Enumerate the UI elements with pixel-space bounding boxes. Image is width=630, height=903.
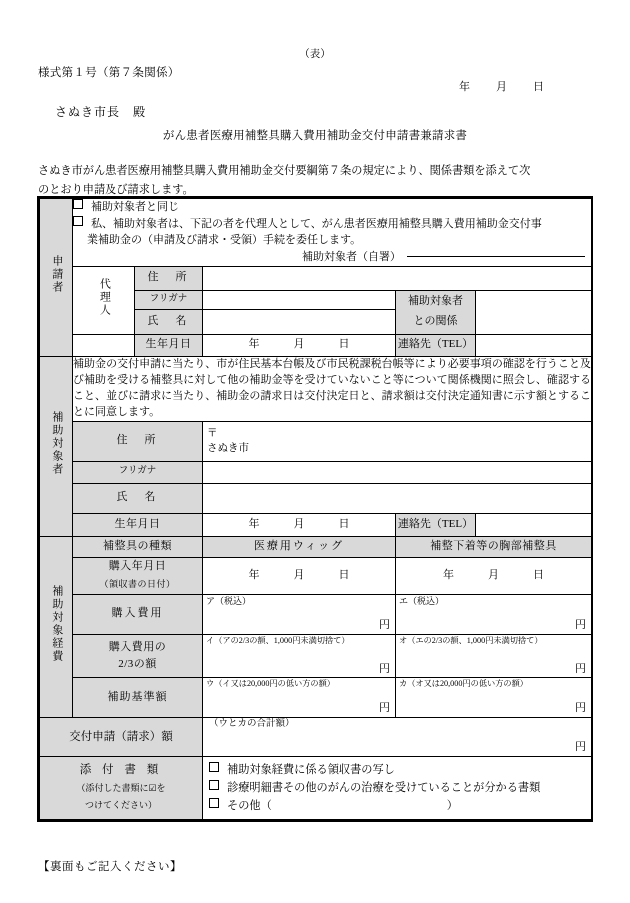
expenses-standard-breast-note: カ（オ又は20,000円の低い方の額） <box>399 679 528 689</box>
expenses-cost-breast-yen: 円 <box>575 619 586 632</box>
recipient-agreement-line-4: に示す額とすることに同意します。 <box>73 389 592 418</box>
applicant-signature-row <box>73 250 591 266</box>
agent-birth-ymd <box>203 337 395 353</box>
attachment-item-receipt-label: 補助対象経費に係る領収書の写し <box>227 764 395 777</box>
expenses-wig-date-day: 日 <box>338 568 350 581</box>
expenses-twothirds-wig[interactable] <box>203 635 396 678</box>
checkbox-icon[interactable] <box>209 780 219 790</box>
issue-date-month: 月 <box>496 81 507 93</box>
omote-marker: （表） <box>299 49 331 60</box>
applicant-checkbox-agent-row[interactable] <box>73 216 591 233</box>
issue-date-day: 日 <box>533 81 544 93</box>
section-label-expenses-text: 補助対象経費 <box>50 584 63 663</box>
attachment-other-close: ） <box>446 800 458 813</box>
recipient-birth-year: 年 <box>248 517 260 530</box>
checkbox-icon[interactable] <box>209 762 219 772</box>
attachment-item-other-label: その他（ <box>227 800 272 813</box>
attachments-label-main: 添 付 書 類 <box>79 764 163 777</box>
expenses-purchase-date-breast[interactable] <box>396 557 592 594</box>
total-note: （ウとカの合計額） <box>209 718 295 729</box>
total-yen: 円 <box>575 741 586 754</box>
checkbox-icon[interactable] <box>73 216 83 226</box>
expenses-wig-date-year: 年 <box>248 568 260 581</box>
attachments-label-sub-2: つけてください） <box>84 800 157 811</box>
recipient-birth-label: 生年月日 <box>73 513 203 536</box>
expenses-purchase-date-breast-ymd <box>396 568 591 584</box>
applicant-signature-label: 補助対象者（自署） <box>302 250 401 263</box>
expenses-breast-date-month: 月 <box>488 568 499 581</box>
document-title: がん患者医療用補整具購入費用補助金交付申請書兼請求書 <box>162 130 468 142</box>
recipient-agreement-block <box>73 356 592 421</box>
expenses-twothirds-label-2: 2/3の額 <box>118 658 157 671</box>
agent-birth-year: 年 <box>248 338 260 351</box>
expenses-twothirds-breast-note: オ（エの2/3の額、1,000円未満切捨て） <box>399 636 543 646</box>
attachment-item-treatment[interactable] <box>203 779 591 797</box>
recipient-furigana-label: フリガナ <box>73 461 203 483</box>
addressee: さぬき市長 殿 <box>55 105 147 119</box>
expenses-standard-label: 補助基準額 <box>73 678 203 717</box>
total-label: 交付申請（請求）額 <box>40 717 203 756</box>
section-label-recipient <box>40 356 73 536</box>
agent-furigana-label: フリガナ <box>135 290 203 309</box>
section-label-applicant-text: 申請者 <box>50 254 63 294</box>
agent-address-label: 住 所 <box>135 266 203 290</box>
expenses-cost-breast[interactable] <box>396 594 592 635</box>
agent-furigana-value[interactable] <box>203 290 396 309</box>
applicant-checkbox-same-label: 補助対象者と同じ <box>91 201 179 213</box>
recipient-address-city: さぬき市 <box>207 443 249 454</box>
expenses-twothirds-label <box>73 635 203 678</box>
expenses-twothirds-wig-yen: 円 <box>379 662 390 675</box>
recipient-furigana-value[interactable] <box>203 461 592 483</box>
agent-birth-spacer <box>73 334 135 356</box>
recipient-agreement-line-2: こと及び補助を受ける補整具に対して他の補助金等を受けていないこと等について関係機関に照会 <box>73 357 591 386</box>
recipient-address-label: 住 所 <box>73 421 203 461</box>
recipient-agreement-line-1: 補助金の交付申請に当たり、市が住民基本台帳及び市民税課税台帳等により必要事項の確認を行う <box>73 357 558 370</box>
expenses-twothirds-label-1: 購入費用の <box>108 640 167 653</box>
applicant-checkbox-same-row[interactable] <box>73 199 591 216</box>
agent-name-value[interactable] <box>203 309 396 334</box>
expenses-cost-wig[interactable] <box>203 594 396 635</box>
main-form-table <box>37 196 593 822</box>
agent-birth-day: 日 <box>338 338 350 351</box>
issue-date-year: 年 <box>459 81 470 93</box>
expenses-twothirds-breast-yen: 円 <box>575 662 586 675</box>
expenses-purchase-date-label <box>73 557 203 594</box>
expenses-purchase-date-wig[interactable] <box>203 557 396 594</box>
attachments-label <box>40 757 203 820</box>
expenses-standard-wig-yen: 円 <box>379 701 390 714</box>
form-number: 様式第１号（第７条関係） <box>38 67 180 79</box>
section-label-applicant <box>40 199 73 357</box>
section-label-expenses <box>40 536 73 717</box>
agent-birth-label: 生年月日 <box>135 334 203 356</box>
agent-relation-label-2: との関係 <box>413 315 458 328</box>
expenses-cost-breast-note: エ（税込） <box>399 595 445 606</box>
expenses-standard-breast-yen: 円 <box>575 701 586 714</box>
expenses-cost-wig-yen: 円 <box>379 619 390 632</box>
expenses-col-breast-header: 補整下着等の胸部補整具 <box>396 536 592 557</box>
attachments-list <box>203 757 592 820</box>
attachments-label-sub-1: （添付した書類に☑を <box>76 782 166 793</box>
expenses-purchase-date-label-1: 購入年月日 <box>108 559 167 572</box>
intro-paragraph <box>38 162 594 200</box>
intro-line-1: さぬき市がん患者医療用補整具購入費用補助金交付要綱第７条の規定により、関係書類を添えて次 <box>38 165 531 177</box>
total-value[interactable] <box>203 717 592 756</box>
recipient-birth-month: 月 <box>293 517 305 530</box>
agent-tel-label: 連絡先（TEL） <box>396 334 476 356</box>
applicant-checkbox-agent-label-2: 業補助金の（申請及び請求・受領）手続を委任します。 <box>87 233 362 246</box>
checkbox-icon[interactable] <box>73 199 83 209</box>
agent-relation-label-1: 補助対象者 <box>408 295 463 308</box>
recipient-address-value[interactable] <box>203 421 592 461</box>
agent-relation-value[interactable] <box>476 290 592 334</box>
recipient-name-label: 氏 名 <box>73 483 203 513</box>
expenses-purchase-date-label-2: （領収書の日付） <box>99 578 176 589</box>
agent-label-cell <box>73 266 135 334</box>
agent-relation-label <box>396 290 476 334</box>
recipient-name-value[interactable] <box>203 483 592 513</box>
footer-note: 【裏面もご記入ください】 <box>38 861 182 873</box>
expenses-twothirds-breast[interactable] <box>396 635 592 678</box>
expenses-col-wig-header: 医療用ウィッグ <box>203 536 396 557</box>
attachment-item-receipt[interactable] <box>203 761 591 779</box>
expenses-cost-wig-note: ア（税込） <box>206 595 252 606</box>
expenses-type-label: 補整具の種類 <box>73 536 203 557</box>
recipient-birth-value[interactable] <box>203 513 396 536</box>
agent-birth-value[interactable] <box>203 334 396 356</box>
expenses-breast-date-year: 年 <box>443 568 454 581</box>
intro-line-2: のとおり申請及び請求します。 <box>38 184 194 196</box>
expenses-standard-wig-note: ウ（イ又は20,000円の低い方の額） <box>206 679 335 689</box>
recipient-tel-label: 連絡先（TEL） <box>396 513 476 536</box>
applicant-signature-field[interactable] <box>407 256 585 257</box>
applicant-consent-block <box>73 199 592 267</box>
expenses-standard-breast[interactable] <box>396 678 592 717</box>
expenses-wig-date-month: 月 <box>293 568 305 581</box>
recipient-postal-mark: 〒 <box>207 427 218 439</box>
expenses-breast-date-day: 日 <box>533 568 544 581</box>
section-label-recipient-text: 補助対象者 <box>50 410 63 476</box>
recipient-birth-ymd <box>203 517 395 533</box>
agent-label-text: 代理人 <box>98 277 111 317</box>
expenses-standard-wig[interactable] <box>203 678 396 717</box>
expenses-twothirds-wig-note: イ（アの2/3の額、1,000円未満切捨て） <box>206 636 350 646</box>
checkbox-icon[interactable] <box>209 798 219 808</box>
agent-birth-month: 月 <box>293 338 305 351</box>
attachment-item-other[interactable] <box>203 797 591 815</box>
attachment-item-treatment-label: 診療明細書その他のがんの治療を受けていることが分かる書類 <box>227 782 541 795</box>
issue-date-line <box>0 78 630 94</box>
agent-tel-value[interactable] <box>476 334 592 356</box>
applicant-checkbox-agent-label: 私、補助対象者は、下記の者を代理人として、がん患者医療用補整具購入費用補助金交付事 <box>91 217 542 230</box>
agent-name-label: 氏 名 <box>135 309 203 334</box>
recipient-agreement-line-3: し、確認すること、並びに請求に当たり、補助金の請求日は交付決定日と、請求額は交付決定通知書 <box>73 373 592 402</box>
expenses-cost-label: 購入費用 <box>73 594 203 635</box>
recipient-birth-day: 日 <box>338 517 350 530</box>
expenses-purchase-date-wig-ymd <box>203 568 395 584</box>
agent-address-value[interactable] <box>203 266 592 290</box>
recipient-tel-value[interactable] <box>476 513 592 536</box>
